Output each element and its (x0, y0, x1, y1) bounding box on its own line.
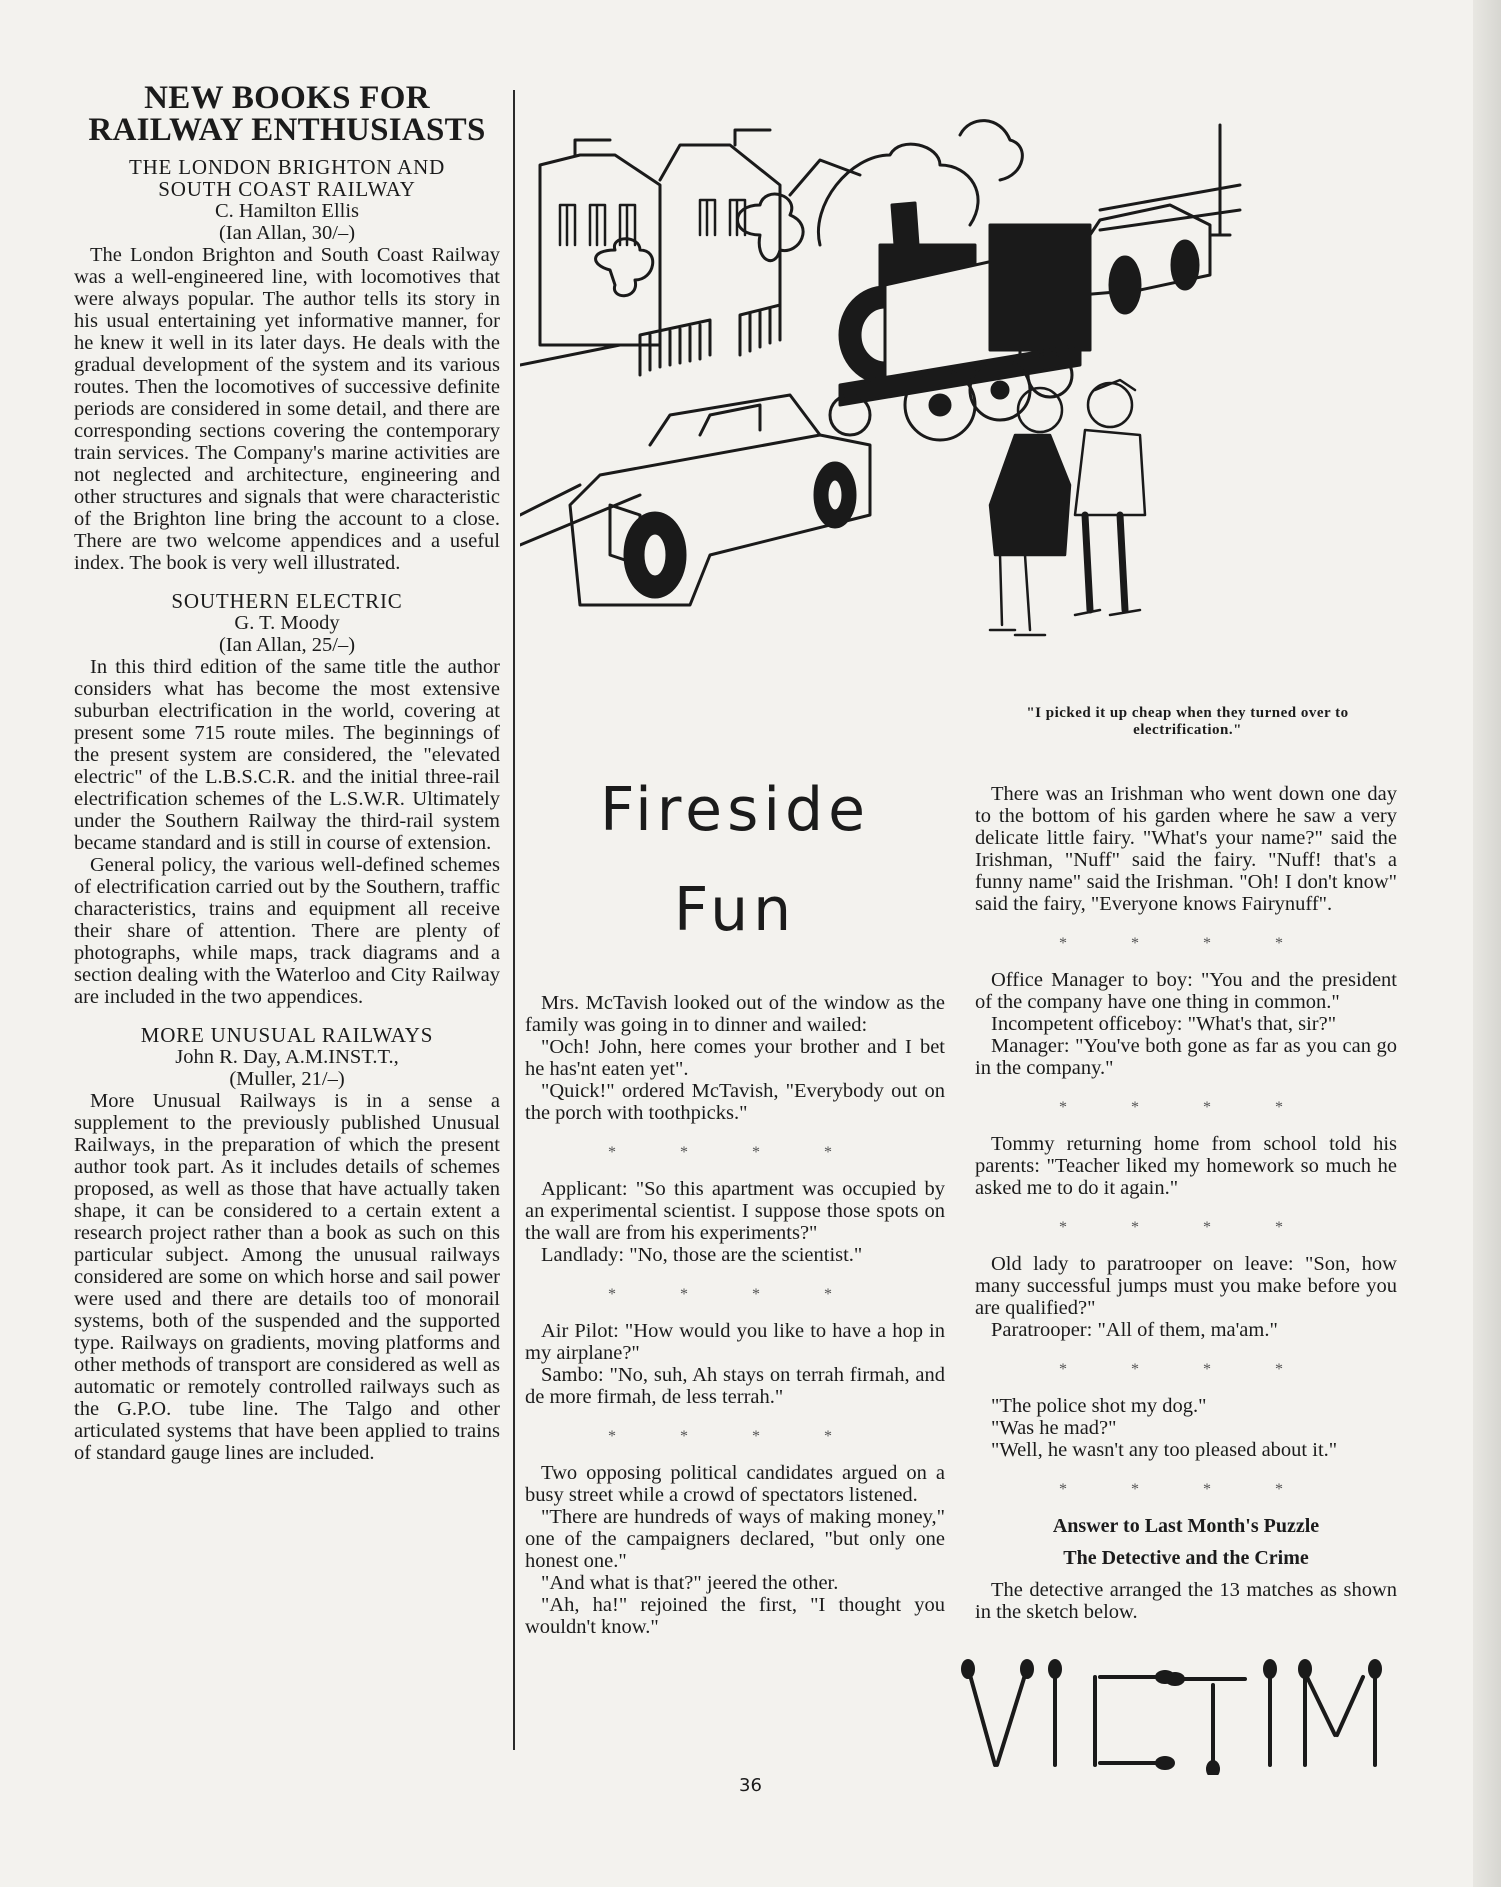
joke-text: Manager: "You've both gone as far as you can go in the company." (975, 1035, 1397, 1079)
title-line-1: Fireside (599, 775, 870, 845)
book-title: SOUTH COAST RAILWAY (158, 177, 416, 201)
joke-text: Office Manager to boy: "You and the president of the company have one thing in common." (975, 969, 1397, 1013)
joke-text: Two opposing political candidates argued on a busy street while a crowd of spectators listened. (525, 1462, 945, 1506)
cartoon-illustration (520, 85, 1400, 685)
book-publisher: (Ian Allan, 30/–) (218, 222, 356, 244)
book-review (74, 156, 500, 574)
joke (525, 1462, 945, 1638)
joke-text: "Well, he wasn't any too pleased about it." (991, 1439, 1338, 1461)
jokes-middle-column (525, 992, 945, 1638)
book-author: G. T. Moody (234, 612, 340, 634)
book-publisher: (Muller, 21/–) (229, 1068, 345, 1090)
joke-text: Tommy returning home from school told his parents: "Teacher liked my homework so much he asked me to do it again." (975, 1133, 1397, 1199)
joke-text: "Quick!" ordered McTavish, "Everybody out on the porch with toothpicks." (525, 1080, 945, 1124)
joke-text: There was an Irishman who went down one day to the bottom of his garden where he saw a very delicate little fairy. "What's your name?" said the Irishman, "Nuff" said the fairy. "Nuff! that's a funny name" said the Irishman. "Oh! I don't know" said the fairy, "Everyone knows Fairynuff". (975, 783, 1397, 915)
review-paragraph: The London Brighton and South Coast Railway was a well-engineered line, with locomotives that were always popular. The author tells its story in his usual entertaining yet informative manner, for he knew it well in its later days. He deals with the gradual development of the system and its various routes. Then the locomotives of successive definite periods are considered in some detail, and there are corresponding sections covering the contemporary train services. The Company's marine activities are not neglected and architecture, engineering and other structures and signals that were characteristic of the Brighton line bring the account to a close. There are two welcome appendices and a useful index. The book is very well illustrated. (74, 244, 500, 574)
book-review (74, 1024, 500, 1464)
fireside-title (525, 760, 945, 960)
book-title: SOUTHERN ELECTRIC (171, 589, 403, 613)
puzzle-heading: Answer to Last Month's Puzzle (1052, 1515, 1320, 1537)
book-author: C. Hamilton Ellis (214, 200, 360, 222)
matches-answer-sketch (955, 1655, 1395, 1775)
joke (525, 1320, 945, 1408)
review-paragraph: In this third edition of the same title the author considers what has become the most extensive suburban electrification in the world, covering at present some 715 route miles. The beginnings of the present system are considered, the "elevated electric" of the L.B.S.C.R. and the initial three-rail electrification schemes of the L.S.W.R. Ultimately under the Southern Railway the third-rail system became standard and is still in course of extension. (74, 656, 500, 854)
joke-text: "The police shot my dog." (991, 1395, 1207, 1417)
separator-stars: * * * * (608, 1286, 862, 1303)
joke-text: Landlady: "No, those are the scientist." (541, 1244, 863, 1266)
separator-stars: * * * * (1059, 1361, 1313, 1378)
review-paragraph: General policy, the various well-defined schemes of electrification carried out by the Southern, traffic characteristics, trains and equipment all receive their share of attention. There are plenty of photographs, while maps, track diagrams and a section dealing with the Waterloo and City Railway are included in the two appendices. (74, 854, 500, 1008)
joke-text: Old lady to paratrooper on leave: "Son, how many successful jumps must you make before you are qualified?" (975, 1253, 1397, 1319)
joke-text: Sambo: "No, suh, Ah stays on terrah firmah, and de more firmah, de less terrah." (525, 1364, 945, 1408)
separator-stars: * * * * (1059, 1481, 1313, 1498)
book-publisher: (Ian Allan, 25/–) (218, 634, 356, 656)
joke-text: "Was he mad?" (991, 1417, 1117, 1439)
joke-text: "There are hundreds of ways of making money," one of the campaigners declared, "but only one honest one." (525, 1506, 945, 1572)
book-title: THE LONDON BRIGHTON AND (128, 155, 446, 179)
joke (975, 969, 1397, 1079)
puzzle-subheading: The Detective and the Crime (1063, 1547, 1309, 1569)
separator-stars: * * * * (1059, 1099, 1313, 1116)
joke (525, 1178, 945, 1266)
joke-text: Applicant: "So this apartment was occupied by an experimental scientist. I suppose those spots on the wall are from his experiments?" (525, 1178, 945, 1244)
joke-text: "And what is that?" jeered the other. (541, 1572, 839, 1594)
separator-stars: * * * * (608, 1144, 862, 1161)
section-heading (74, 82, 500, 146)
joke-text: Incompetent officeboy: "What's that, sir?" (991, 1013, 1337, 1035)
column-divider (513, 90, 515, 1750)
jokes-right-column (975, 783, 1397, 1623)
heading-line-1: NEW BOOKS FOR (144, 80, 430, 116)
page-number: 36 (739, 1775, 762, 1796)
joke-text: Mrs. McTavish looked out of the window as the family was going in to dinner and wailed: (525, 992, 945, 1036)
separator-stars: * * * * (1059, 935, 1313, 952)
joke-text: Paratrooper: "All of them, ma'am." (991, 1319, 1278, 1341)
book-title: MORE UNUSUAL RAILWAYS (140, 1023, 434, 1047)
review-paragraph: More Unusual Railways is in a sense a supplement to the previously published Unusual Railways, in the preparation of which the present author took part. As it includes details of schemes proposed, as well as those that have actually taken shape, it can be considered to a certain extent a research project rather than a book as such on this particular subject. Among the unusual railways considered are some on which horse and sail power were used and there are details too of monorail systems, both of the suspended and the supported type. Railways on gradients, moving platforms and other methods of transport are considered as well as automatic or remotely controlled railways such as the G.P.O. tube line. The Talgo and other articulated systems that have been applied to trains of standard gauge lines are included. (74, 1090, 500, 1464)
separator-stars: * * * * (1059, 1219, 1313, 1236)
joke-text: Air Pilot: "How would you like to have a hop in my airplane?" (525, 1320, 945, 1364)
puzzle-text: The detective arranged the 13 matches as shown in the sketch below. (975, 1579, 1397, 1623)
joke (975, 1395, 1397, 1461)
joke (975, 783, 1397, 915)
cartoon-caption: "I picked it up cheap when they turned over to electrification." (1026, 705, 1349, 738)
separator-stars: * * * * (608, 1428, 862, 1445)
book-review (74, 590, 500, 1008)
book-reviews-column (74, 82, 500, 1464)
joke (975, 1253, 1397, 1341)
book-author: John R. Day, A.M.INST.T., (175, 1046, 399, 1068)
heading-line-2: RAILWAY ENTHUSIASTS (88, 112, 486, 148)
title-line-2: Fun (673, 875, 797, 945)
joke (525, 992, 945, 1124)
joke-text: "Ah, ha!" rejoined the first, "I thought you wouldn't know." (525, 1594, 945, 1638)
joke-text: "Och! John, here comes your brother and I bet he has'nt eaten yet". (525, 1036, 945, 1080)
joke (975, 1133, 1397, 1199)
page-edge (1473, 0, 1501, 1887)
